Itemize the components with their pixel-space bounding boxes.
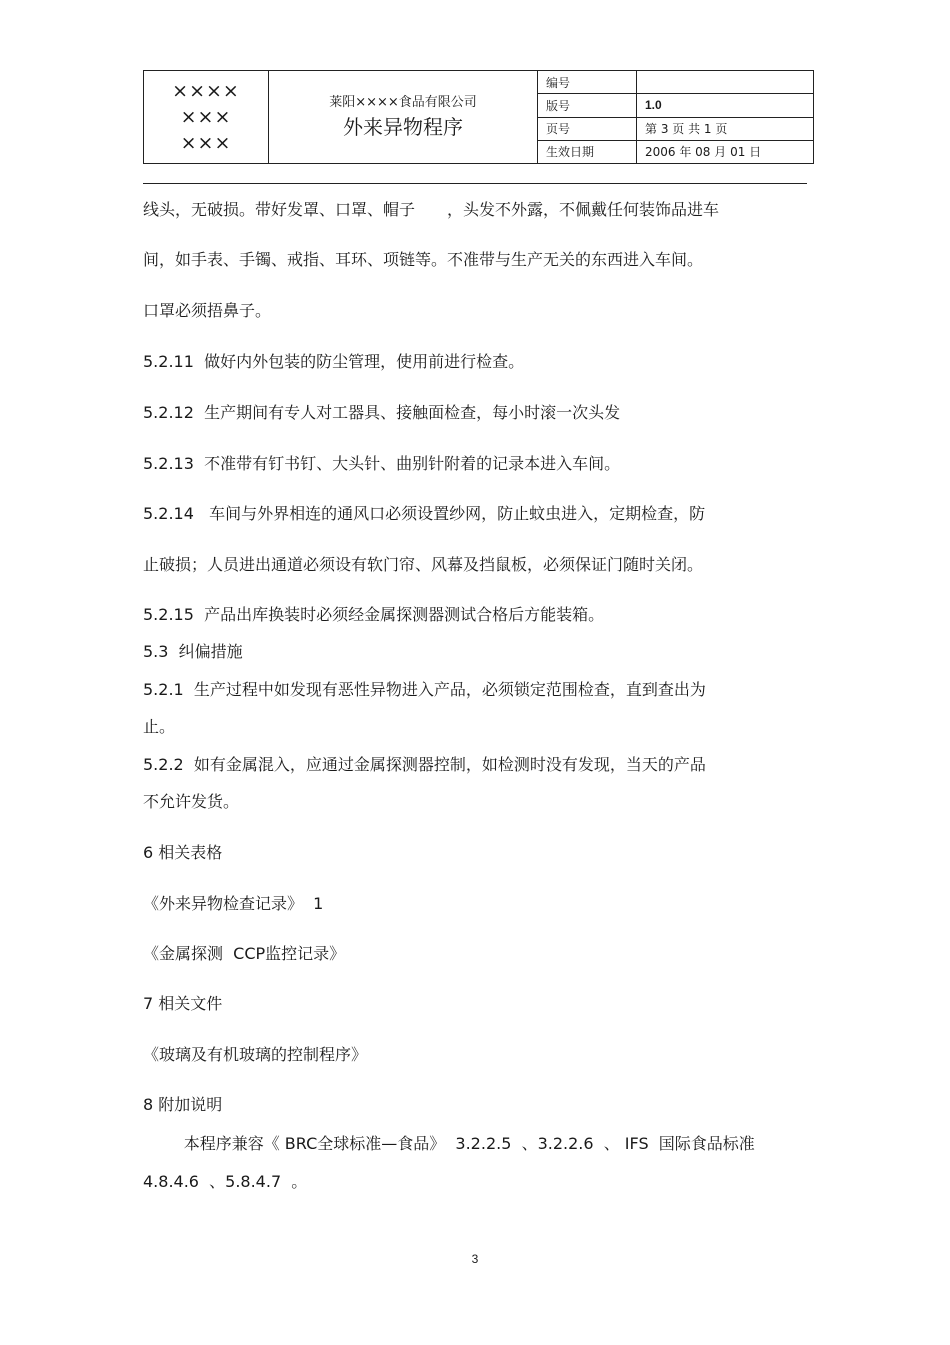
body-line: 口罩必须捂鼻子。 [143,301,272,320]
logo-line: ×××× [172,80,240,102]
body-line: 不允许发货。 [143,792,240,811]
clause-5-2-15: 5.2.15 产品出库换装时必须经金属探测器测试合格后方能装箱。 [143,605,605,624]
meta-label-version: 版号 [538,94,637,117]
logo-line: ××× [180,106,232,128]
clause-5-2-11: 5.2.11 做好内外包装的防尘管理，使用前进行检查。 [143,352,525,371]
form-reference: 《金属探测 CCP监控记录》 [143,944,346,963]
document-header-table [143,70,814,164]
clause-5-2-12: 5.2.12 生产期间有专人对工器具、接触面检查，每小时滚一次头发 [143,403,621,422]
meta-value-doc-number [637,71,814,94]
section-8-heading: 8 附加说明 [143,1095,223,1114]
logo-line: ××× [180,132,232,154]
company-logo-cell [144,71,269,164]
section-7-heading: 7 相关文件 [143,994,223,1013]
clause-5-2-13: 5.2.13 不准带有钉书钉、大头针、曲别针附着的记录本进入车间。 [143,454,621,473]
header-divider [143,183,807,184]
body-line: 止。 [143,717,176,736]
meta-label-page: 页号 [538,117,637,140]
company-name: 莱阳××××食品有限公司 [329,95,477,110]
section-5-3-heading: 5.3 纠偏措施 [143,642,243,661]
company-title-cell [269,71,538,164]
form-reference: 《外来异物检查记录》 1 [143,894,324,913]
body-line: 止破损；人员进出通道必须设有软门帘、风幕及挡鼠板，必须保证门随时关闭。 [143,555,704,574]
body-line: 线头，无破损。带好发罩、口罩、帽子 ，头发不外露，不佩戴任何装饰品进车 [143,200,720,219]
meta-value-effective-date: 2006 年 08 月 01 日 [637,140,814,163]
section-6-heading: 6 相关表格 [143,843,223,862]
clause-5-2-14: 5.2.14 车间与外界相连的通风口必须设置纱网，防止蚊虫进入，定期检查，防 [143,504,706,523]
additional-note: 4.8.4.6 、5.8.4.7 。 [143,1172,308,1191]
body-line: 间，如手表、手镯、戒指、耳环、项链等。不准带与生产无关的东西进入车间。 [143,250,704,269]
document-reference: 《玻璃及有机玻璃的控制程序》 [143,1045,368,1064]
meta-value-version: 1.0 [637,94,814,117]
meta-label-doc-number: 编号 [538,71,637,94]
clause-5-2-1: 5.2.1 生产过程中如发现有恶性异物进入产品，必须锁定范围检查，直到查出为 [143,680,706,699]
document-title: 外来异物程序 [343,115,463,139]
additional-note: 本程序兼容《 BRC全球标准—食品》 3.2.2.5 、3.2.2.6 、 IFS 国际食品标准 [143,1134,755,1153]
meta-label-effective-date: 生效日期 [538,140,637,163]
clause-5-2-2: 5.2.2 如有金属混入，应通过金属探测器控制，如检测时没有发现，当天的产品 [143,755,706,774]
meta-value-page: 第 3 页 共 1 页 [637,117,814,140]
page-number: 3 [471,1252,479,1266]
